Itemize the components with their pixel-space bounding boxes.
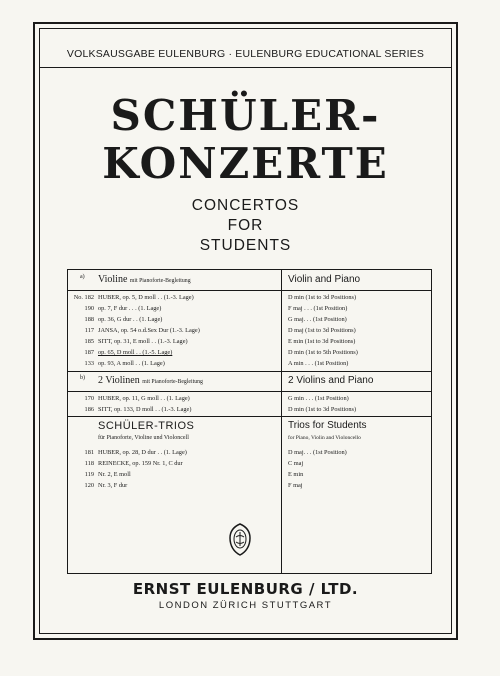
english-entry: E min — [288, 471, 304, 478]
section-c-english: Trios for Students — [288, 420, 367, 431]
english-entry: F maj — [288, 482, 303, 489]
catalog-number: 185 — [84, 338, 94, 345]
series-rule — [39, 67, 452, 68]
series-header: VOLKSAUSGABE EULENBURG · EULENBURG EDUCATIONAL SERIES — [66, 48, 425, 60]
english-entry: G min . . . (1st Position) — [288, 395, 349, 402]
subtitle-line-3: STUDENTS — [199, 237, 292, 254]
english-entry: C maj — [288, 460, 304, 467]
catalog-row — [68, 481, 431, 491]
section-b-title: 2 Violinen mit Pianoforte-Begleitung — [98, 375, 203, 386]
english-entry: F maj . . . (1st Position) — [288, 305, 348, 312]
german-entry: SITT, op. 133, D moll . . (1.-3. Lage) — [98, 406, 192, 413]
catalog-row — [68, 293, 431, 303]
section-c-english-sub: for Piano, Violin and Violoncello — [288, 435, 361, 441]
section-a-letter: a) — [80, 274, 85, 280]
section-a-rule — [68, 290, 431, 291]
section-b-rule — [68, 391, 431, 392]
german-entry: REINECKE, op. 159 Nr. 1, C dur — [98, 460, 183, 467]
catalog-row — [68, 448, 431, 458]
section-b-rule-top — [68, 371, 431, 372]
catalog-row — [68, 459, 431, 469]
english-entry: D maj. . . (1st Position) — [288, 449, 347, 456]
german-entry: Nr. 2, E moll — [98, 471, 131, 478]
english-entry: D maj (1st to 3d Positions) — [288, 327, 356, 334]
catalog-number: 133 — [84, 360, 94, 367]
german-entry: op. 36, G dur . . (1. Lage) — [98, 316, 163, 323]
publisher-emblem — [228, 523, 252, 557]
catalog-row — [68, 326, 431, 336]
german-entry: op. 93, A moll . . (1. Lage) — [98, 360, 165, 367]
catalog-number: 119 — [84, 471, 94, 478]
catalog-number: 170 — [84, 395, 94, 402]
catalog-number: 188 — [84, 316, 94, 323]
title-line-2: KONZERTE — [102, 139, 389, 188]
catalog-number: No. 182 — [73, 294, 94, 301]
subtitle-line-1: CONCERTOS — [191, 197, 300, 214]
german-entry: HUBER, op. 11, G moll . . (1. Lage) — [98, 395, 190, 402]
catalog-number: 181 — [84, 449, 94, 456]
german-entry: HUBER, op. 28, D dur . . (1. Lage) — [98, 449, 187, 456]
german-entry: op. 65, D moll . . (1.-5. Lage) — [98, 349, 173, 356]
catalog-row — [68, 470, 431, 480]
english-entry: D min (1st to 3d Positions) — [288, 294, 357, 301]
catalog-number: 117 — [84, 327, 94, 334]
english-entry: E min (1st to 3d Positions) — [288, 338, 356, 345]
section-c-subtitle: für Pianoforte, Violine und Violoncell — [98, 435, 189, 441]
catalog-number: 120 — [84, 482, 94, 489]
section-c-title: SCHÜLER-TRIOS — [98, 420, 195, 432]
title-line-1: SCHÜLER- — [110, 91, 381, 140]
english-entry: A min . . . (1st Position) — [288, 360, 349, 367]
english-entry: G maj. . . (1st Position) — [288, 316, 347, 323]
subtitle-line-2: FOR — [227, 217, 264, 234]
german-entry: Nr. 3, F dur — [98, 482, 128, 489]
german-entry: HUBER, op. 5, D moll . . (1.-3. Lage) — [98, 294, 194, 301]
section-b-english: 2 Violins and Piano — [288, 375, 374, 386]
english-entry: D min (1st to 5th Positions) — [288, 349, 358, 356]
publisher-name: ERNST EULENBURG / LTD. — [132, 580, 359, 598]
catalog-number: 187 — [84, 349, 94, 356]
section-a-title: Violine mit Pianoforte-Begleitung — [98, 274, 191, 285]
catalog-row — [68, 359, 431, 369]
catalog-row — [68, 337, 431, 347]
catalog-row — [68, 304, 431, 314]
section-b-letter: b) — [80, 375, 85, 381]
section-a-english: Violin and Piano — [288, 274, 361, 285]
catalog-number: 186 — [84, 406, 94, 413]
german-entry: SITT, op. 31, E moll . . (1.-3. Lage) — [98, 338, 188, 345]
publisher-cities: LONDON ZÜRICH STUTTGART — [158, 600, 333, 611]
german-entry: op. 7, F dur . . . (1. Lage) — [98, 305, 162, 312]
catalog-row — [68, 348, 431, 358]
catalog-row — [68, 315, 431, 325]
english-entry: D min (1st to 3d Positions) — [288, 406, 357, 413]
catalog-number: 118 — [84, 460, 94, 467]
german-entry: JANSA, op. 54 o.d.Sex Dur (1.-3. Lage) — [98, 327, 200, 334]
section-c-rule-top — [68, 416, 431, 417]
catalog-row — [68, 394, 431, 404]
catalog-row — [68, 405, 431, 415]
catalog-number: 190 — [84, 305, 94, 312]
